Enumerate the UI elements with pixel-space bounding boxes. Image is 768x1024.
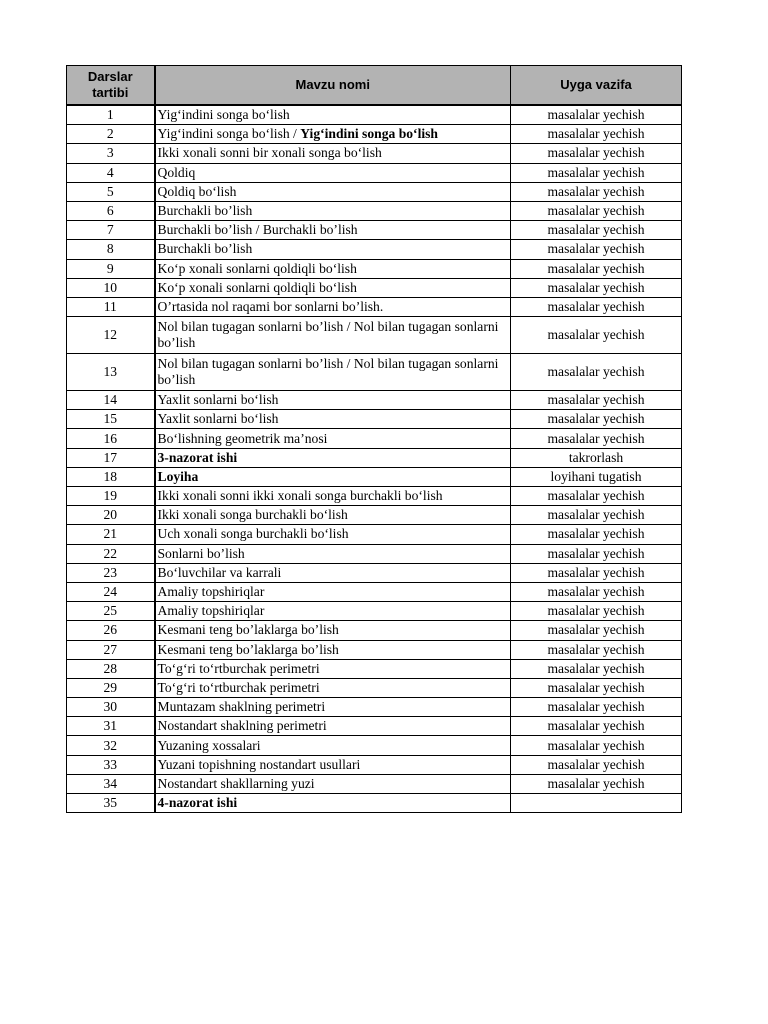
topic-cell: To‘g‘ri to‘rtburchak perimetri: [155, 659, 511, 678]
lesson-number-cell: 15: [67, 410, 155, 429]
topic-cell: Uch xonali songa burchakli bo‘lish: [155, 525, 511, 544]
homework-cell: masalalar yechish: [511, 659, 682, 678]
lesson-number-cell: 27: [67, 640, 155, 659]
topic-cell: Bo‘lishning geometrik ma’nosi: [155, 429, 511, 448]
lesson-number-cell: 16: [67, 429, 155, 448]
topic-cell: Yaxlit sonlarni bo‘lish: [155, 391, 511, 410]
topic-cell: Qoldiq bo‘lish: [155, 182, 511, 201]
header-homework: Uyga vazifa: [511, 66, 682, 106]
homework-cell: loyihani tugatish: [511, 467, 682, 486]
topic-text: Yig‘indini songa bo‘lish /: [157, 126, 301, 142]
topic-cell: Kesmani teng bo’laklarga bo’lish: [155, 640, 511, 659]
topic-cell: Nol bilan tugagan sonlarni bo’lish / Nol bilan tugagan sonlarni bo’lish: [155, 317, 511, 354]
lesson-number-cell: 21: [67, 525, 155, 544]
table-row: [67, 794, 682, 813]
lesson-number-cell: 24: [67, 582, 155, 601]
topic-cell: Yig‘indini songa bo‘lish: [155, 105, 511, 125]
table-body: [67, 105, 682, 813]
homework-cell: masalalar yechish: [511, 221, 682, 240]
lesson-number-cell: 22: [67, 544, 155, 563]
table-row: [67, 317, 682, 354]
homework-cell: [511, 794, 682, 813]
homework-cell: masalalar yechish: [511, 429, 682, 448]
table-row: [67, 621, 682, 640]
lesson-number-cell: 19: [67, 487, 155, 506]
lesson-number-cell: 25: [67, 602, 155, 621]
lesson-number-cell: 29: [67, 678, 155, 697]
table-row: [67, 506, 682, 525]
table-header-row: [67, 66, 682, 106]
table-row: [67, 182, 682, 201]
lesson-plan-table: [66, 65, 682, 813]
topic-cell: Burchakli bo’lish: [155, 201, 511, 220]
table-row: [67, 125, 682, 144]
homework-cell: masalalar yechish: [511, 640, 682, 659]
homework-cell: masalalar yechish: [511, 317, 682, 354]
lesson-number-cell: 10: [67, 278, 155, 297]
table-row: [67, 582, 682, 601]
table-row: [67, 144, 682, 163]
topic-cell: Sonlarni bo’lish: [155, 544, 511, 563]
table-row: [67, 659, 682, 678]
topic-text-bold: Yig‘indini songa bo‘lish: [300, 126, 438, 142]
topic-cell: Ikki xonali sonni bir xonali songa bo‘lish: [155, 144, 511, 163]
topic-cell: Qoldiq: [155, 163, 511, 182]
table-row: [67, 698, 682, 717]
lesson-number-cell: 18: [67, 467, 155, 486]
table-row: [67, 240, 682, 259]
lesson-number-cell: 14: [67, 391, 155, 410]
homework-cell: masalalar yechish: [511, 621, 682, 640]
table-row: [67, 678, 682, 697]
table-row: [67, 544, 682, 563]
topic-cell: Bo‘luvchilar va karrali: [155, 563, 511, 582]
lesson-number-cell: 32: [67, 736, 155, 755]
topic-cell: 4-nazorat ishi: [155, 794, 511, 813]
lesson-number-cell: 5: [67, 182, 155, 201]
topic-cell: Loyiha: [155, 467, 511, 486]
table-row: [67, 391, 682, 410]
homework-cell: masalalar yechish: [511, 259, 682, 278]
topic-cell: O’rtasida nol raqami bor sonlarni bo’lish.: [155, 297, 511, 316]
topic-cell: Amaliy topshiriqlar: [155, 602, 511, 621]
lesson-number-cell: 12: [67, 317, 155, 354]
homework-cell: masalalar yechish: [511, 354, 682, 391]
homework-cell: masalalar yechish: [511, 506, 682, 525]
homework-cell: masalalar yechish: [511, 774, 682, 793]
lesson-number-cell: 7: [67, 221, 155, 240]
lesson-number-cell: 8: [67, 240, 155, 259]
homework-cell: masalalar yechish: [511, 144, 682, 163]
topic-cell: [155, 125, 511, 144]
homework-cell: masalalar yechish: [511, 240, 682, 259]
table-row: [67, 602, 682, 621]
homework-cell: takrorlash: [511, 448, 682, 467]
topic-cell: Ikki xonali songa burchakli bo‘lish: [155, 506, 511, 525]
topic-cell: Nostandart shaklning perimetri: [155, 717, 511, 736]
topic-cell: Ko‘p xonali sonlarni qoldiqli bo‘lish: [155, 278, 511, 297]
homework-cell: masalalar yechish: [511, 602, 682, 621]
table-row: [67, 105, 682, 125]
table-row: [67, 259, 682, 278]
homework-cell: masalalar yechish: [511, 278, 682, 297]
homework-cell: masalalar yechish: [511, 525, 682, 544]
homework-cell: masalalar yechish: [511, 736, 682, 755]
lesson-number-cell: 28: [67, 659, 155, 678]
topic-cell: Ko‘p xonali sonlarni qoldiqli bo‘lish: [155, 259, 511, 278]
topic-cell: Yuzaning xossalari: [155, 736, 511, 755]
topic-cell: Burchakli bo’lish / Burchakli bo’lish: [155, 221, 511, 240]
homework-cell: masalalar yechish: [511, 717, 682, 736]
table-row: [67, 487, 682, 506]
topic-cell: 3-nazorat ishi: [155, 448, 511, 467]
table-row: [67, 201, 682, 220]
topic-cell: Yuzani topishning nostandart usullari: [155, 755, 511, 774]
table-row: [67, 297, 682, 316]
lesson-number-cell: 33: [67, 755, 155, 774]
homework-cell: masalalar yechish: [511, 582, 682, 601]
table-row: [67, 448, 682, 467]
topic-cell: Amaliy topshiriqlar: [155, 582, 511, 601]
homework-cell: masalalar yechish: [511, 163, 682, 182]
lesson-number-cell: 26: [67, 621, 155, 640]
lesson-number-cell: 34: [67, 774, 155, 793]
header-topic-name: Mavzu nomi: [155, 66, 511, 106]
homework-cell: masalalar yechish: [511, 678, 682, 697]
table-row: [67, 354, 682, 391]
table-row: [67, 717, 682, 736]
topic-cell: Ikki xonali sonni ikki xonali songa burchakli bo‘lish: [155, 487, 511, 506]
homework-cell: masalalar yechish: [511, 563, 682, 582]
topic-cell: Nol bilan tugagan sonlarni bo’lish / Nol bilan tugagan sonlarni bo’lish: [155, 354, 511, 391]
table-row: [67, 278, 682, 297]
lesson-number-cell: 20: [67, 506, 155, 525]
lesson-number-cell: 9: [67, 259, 155, 278]
table-row: [67, 467, 682, 486]
table-row: [67, 755, 682, 774]
table-row: [67, 525, 682, 544]
homework-cell: masalalar yechish: [511, 391, 682, 410]
topic-cell: To‘g‘ri to‘rtburchak perimetri: [155, 678, 511, 697]
topic-cell: Kesmani teng bo’laklarga bo’lish: [155, 621, 511, 640]
homework-cell: masalalar yechish: [511, 201, 682, 220]
topic-cell: Yaxlit sonlarni bo‘lish: [155, 410, 511, 429]
table-row: [67, 774, 682, 793]
table-row: [67, 410, 682, 429]
table-row: [67, 221, 682, 240]
lesson-number-cell: 1: [67, 105, 155, 125]
topic-cell: Nostandart shakllarning yuzi: [155, 774, 511, 793]
homework-cell: masalalar yechish: [511, 487, 682, 506]
homework-cell: masalalar yechish: [511, 125, 682, 144]
lesson-number-cell: 2: [67, 125, 155, 144]
homework-cell: masalalar yechish: [511, 544, 682, 563]
topic-cell: Muntazam shaklning perimetri: [155, 698, 511, 717]
lesson-number-cell: 35: [67, 794, 155, 813]
topic-cell: Burchakli bo’lish: [155, 240, 511, 259]
homework-cell: masalalar yechish: [511, 297, 682, 316]
homework-cell: masalalar yechish: [511, 755, 682, 774]
lesson-number-cell: 4: [67, 163, 155, 182]
homework-cell: masalalar yechish: [511, 182, 682, 201]
table-row: [67, 640, 682, 659]
lesson-number-cell: 31: [67, 717, 155, 736]
lesson-number-cell: 13: [67, 354, 155, 391]
homework-cell: masalalar yechish: [511, 698, 682, 717]
lesson-number-cell: 23: [67, 563, 155, 582]
lesson-number-cell: 6: [67, 201, 155, 220]
homework-cell: masalalar yechish: [511, 105, 682, 125]
header-lesson-number: Darslar tartibi: [67, 66, 155, 106]
table-row: [67, 736, 682, 755]
lesson-number-cell: 11: [67, 297, 155, 316]
lesson-number-cell: 30: [67, 698, 155, 717]
lesson-number-cell: 17: [67, 448, 155, 467]
table-row: [67, 563, 682, 582]
homework-cell: masalalar yechish: [511, 410, 682, 429]
lesson-number-cell: 3: [67, 144, 155, 163]
table-row: [67, 163, 682, 182]
table-row: [67, 429, 682, 448]
